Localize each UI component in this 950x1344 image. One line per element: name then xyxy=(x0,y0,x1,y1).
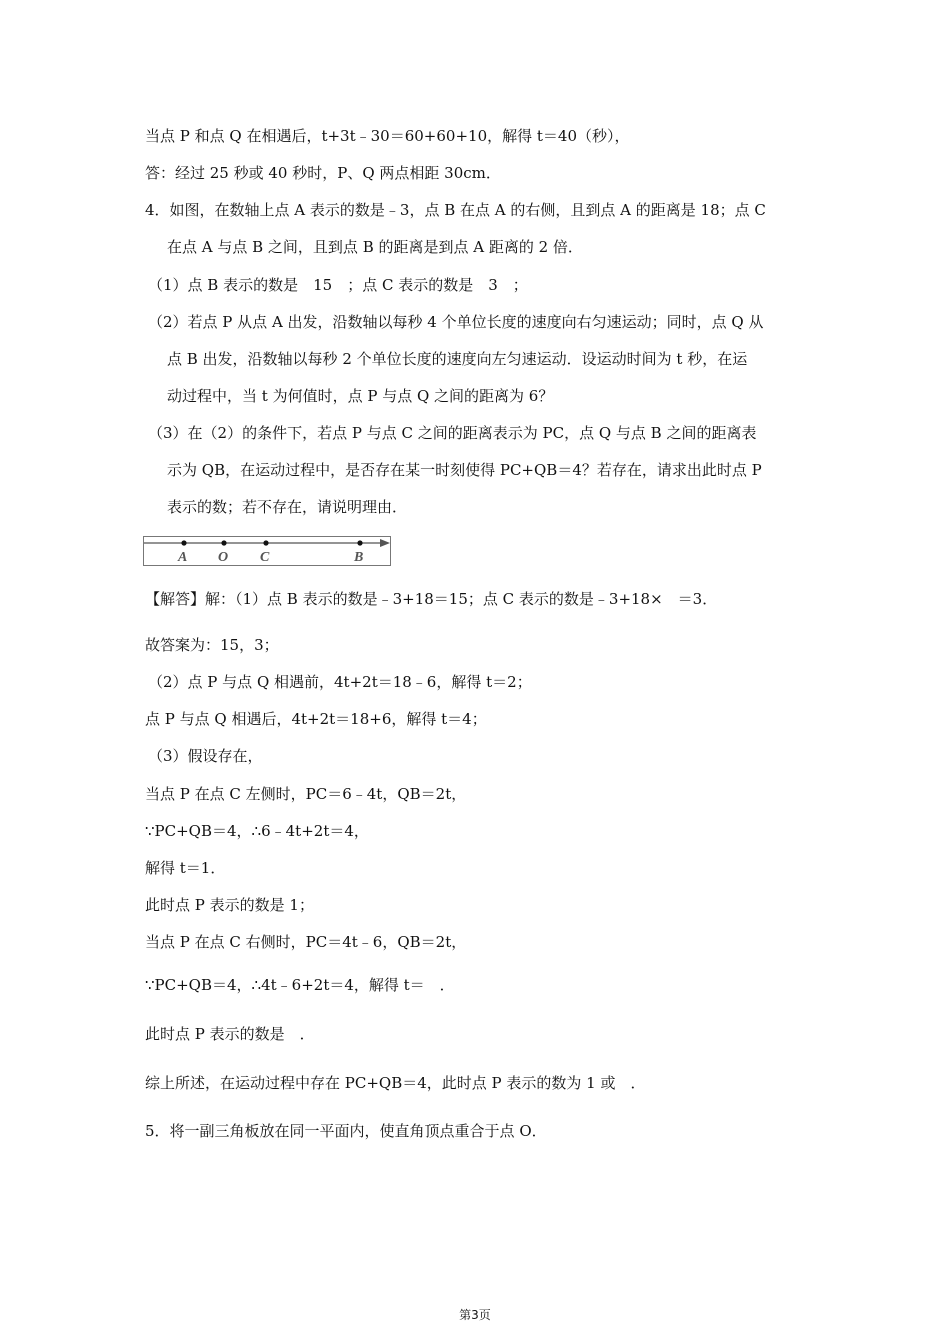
part-2-line-1: （2）若点 P 从点 A 出发，沿数轴以每秒 4 个单位长度的速度向右匀速运动；同时，点 Q 从 xyxy=(148,313,764,331)
point-a xyxy=(181,540,186,545)
answer-line-10: 当点 P 在点 C 右侧时，PC＝4t﹣6，QB＝2t， xyxy=(145,933,467,951)
answer-line-5: （3）假设存在， xyxy=(148,747,263,765)
part-1: （1）点 B 表示的数是 15 ；点 C 表示的数是 3 ； xyxy=(148,276,528,294)
line-1: 当点 P 和点 Q 在相遇后，t+3t﹣30＝60+60+10，解得 t＝40（秒）， xyxy=(145,127,630,145)
answer-line-3: （2）点 P 与点 Q 相遇前，4t+2t＝18﹣6，解得 t＝2； xyxy=(148,673,532,691)
line-2: 答：经过 25 秒或 40 秒时，P、Q 两点相距 30cm． xyxy=(145,164,501,182)
problem-4-line-1: 4．如图，在数轴上点 A 表示的数是﹣3，点 B 在点 A 的右侧，且到点 A 的距离是 18；点 C xyxy=(145,201,766,219)
point-b xyxy=(357,540,362,545)
part-3-line-2: 示为 QB，在运动过程中，是否存在某一时刻使得 PC+QB＝4？若存在，请求出此时点 P xyxy=(167,461,762,479)
problem-5: 5．将一副三角板放在同一平面内，使直角顶点重合于点 O． xyxy=(145,1122,547,1140)
answer-line-4: 点 P 与点 Q 相遇后，4t+2t＝18+6，解得 t＝4； xyxy=(145,710,487,728)
answer-line-2: 故答案为：15，3； xyxy=(145,636,279,654)
answer-line-12: 此时点 P 表示的数是 ． xyxy=(145,1025,315,1043)
point-c xyxy=(263,540,268,545)
number-line-figure xyxy=(143,536,391,566)
part-3-line-1: （3）在（2）的条件下，若点 P 与点 C 之间的距离表示为 PC，点 Q 与点 B 之间的距离表 xyxy=(148,424,757,442)
answer-line-9: 此时点 P 表示的数是 1； xyxy=(145,896,314,914)
page-number: 第3页 xyxy=(459,1308,491,1322)
label-a: A xyxy=(178,550,188,565)
problem-4-line-2: 在点 A 与点 B 之间，且到点 B 的距离是到点 A 距离的 2 倍． xyxy=(167,238,583,256)
answer-line-6: 当点 P 在点 C 左侧时，PC＝6﹣4t，QB＝2t， xyxy=(145,785,467,803)
answer-line-13: 综上所述，在运动过程中存在 PC+QB＝4，此时点 P 表示的数为 1 或 ． xyxy=(145,1074,646,1092)
answer-line-8: 解得 t＝1． xyxy=(145,859,226,877)
answer-line-7: ∵PC+QB＝4，∴6﹣4t+2t＝4， xyxy=(145,822,369,840)
part-2-line-3: 动过程中，当 t 为何值时，点 P 与点 Q 之间的距离为 6？ xyxy=(167,387,554,405)
part-3-line-3: 表示的数；若不存在，请说明理由． xyxy=(167,498,408,516)
point-o xyxy=(221,540,226,545)
answer-line-11: ∵PC+QB＝4，∴4t﹣6+2t＝4，解得 t＝ ． xyxy=(145,976,455,994)
label-c: C xyxy=(260,550,270,565)
answer-line-1: 【解答】解：（1）点 B 表示的数是﹣3+18＝15；点 C 表示的数是﹣3+18× ＝3． xyxy=(145,590,718,608)
label-o: O xyxy=(218,550,229,565)
part-2-line-2: 点 B 出发，沿数轴以每秒 2 个单位长度的速度向左匀速运动．设运动时间为 t 秒，在运 xyxy=(167,350,748,368)
label-b: B xyxy=(354,550,364,565)
